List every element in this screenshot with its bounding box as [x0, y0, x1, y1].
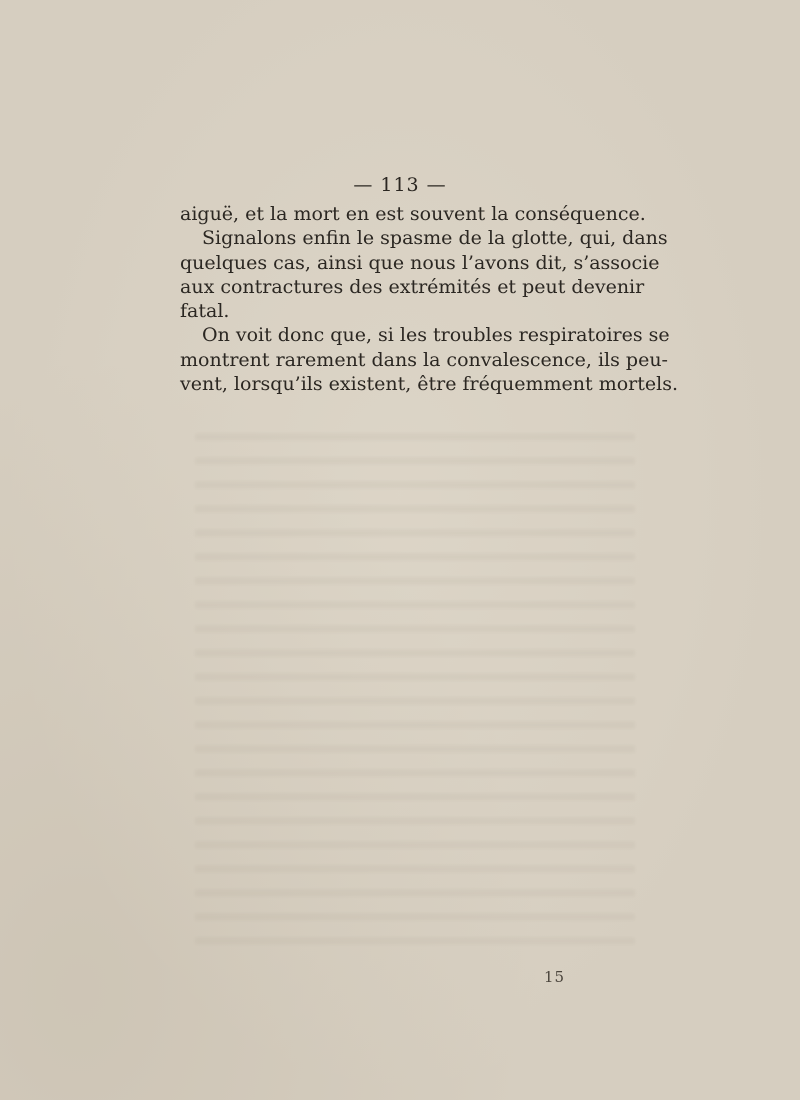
bleed-through-text — [195, 420, 635, 960]
text-line: fatal. — [180, 300, 230, 323]
text-line: On voit donc que, si les troubles respiratoires se — [202, 324, 670, 347]
page-number: — 113 — — [353, 174, 447, 196]
body-text — [180, 202, 678, 396]
text-line: montrent rarement dans la convalescence, ils peu- — [180, 348, 668, 371]
text-line: quelques cas, ainsi que nous l’avons dit, s’associe — [180, 251, 660, 274]
signature-mark: 15 — [544, 968, 566, 986]
paragraph-1 — [180, 202, 646, 226]
paragraph-2 — [180, 226, 668, 323]
text-line: aiguë, et la mort en est souvent la conséquence. — [180, 203, 646, 225]
text-line: vent, lorsqu’ils existent, être fréquemment mortels. — [180, 373, 678, 396]
text-line: aux contractures des extrémités et peut devenir — [180, 275, 645, 298]
text-line: Signalons enfin le spasme de la glotte, qui, dans — [202, 227, 668, 250]
paragraph-3 — [180, 323, 678, 396]
